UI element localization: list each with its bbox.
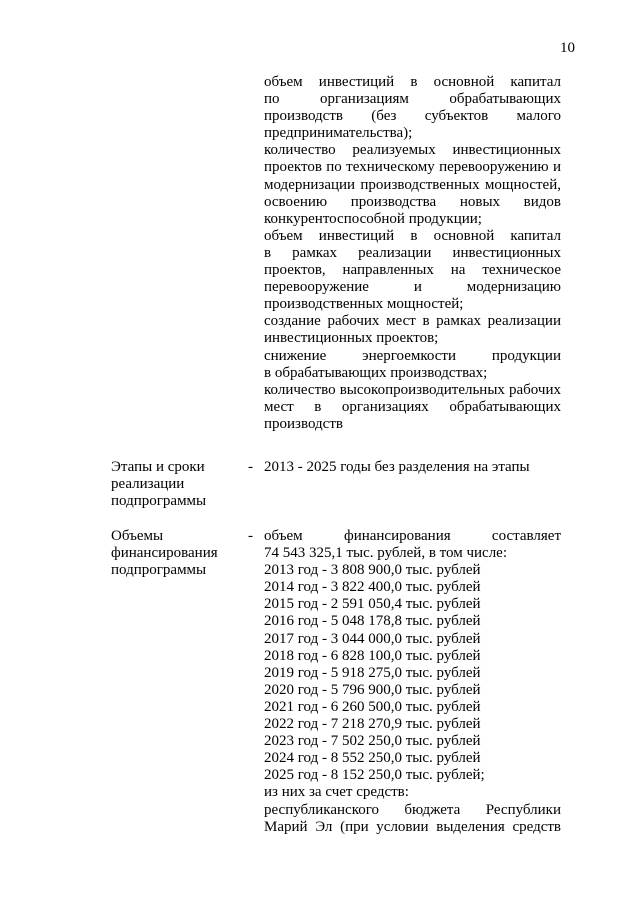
indicator-line: объем инвестиций в основной капитал xyxy=(264,74,561,90)
indicator-line: модернизации производственных мощностей, xyxy=(264,176,561,193)
page-number: 10 xyxy=(560,40,575,56)
funding-line: 2023 год - 7 502 250,0 тыс. рублей xyxy=(264,733,481,750)
indicator-line: производств xyxy=(264,415,343,432)
funding-line: из них за счет средств: xyxy=(264,784,409,801)
label-line: Этапы и сроки xyxy=(111,459,205,475)
indicator-line: создание рабочих мест в рамках реализации xyxy=(264,313,561,330)
funding-dash: - xyxy=(248,528,253,544)
indicator-line: перевооружение и модернизацию xyxy=(264,279,561,296)
stages-label xyxy=(111,459,251,510)
funding-line: 2016 год - 5 048 178,8 тыс. рублей xyxy=(264,613,481,630)
indicator-line: в обрабатывающих производствах; xyxy=(264,364,488,381)
funding-text xyxy=(264,528,561,836)
indicator-line: освоению производства новых видов xyxy=(264,193,561,210)
indicator-line: по организациям обрабатывающих xyxy=(264,91,561,108)
funding-line: Марий Эл (при условии выделения средств xyxy=(264,818,561,835)
indicator-line: снижение энергоемкости продукции xyxy=(264,347,561,364)
label-line: финансирования xyxy=(111,545,218,562)
funding-line: 2021 год - 6 260 500,0 тыс. рублей xyxy=(264,698,481,715)
indicator-line: в рамках реализации инвестиционных xyxy=(264,244,561,261)
funding-line: 2019 год - 5 918 275,0 тыс. рублей xyxy=(264,664,481,681)
label-line: подпрограммы xyxy=(111,493,207,510)
funding-line: 2013 год - 3 808 900,0 тыс. рублей xyxy=(264,562,481,579)
funding-line: 2022 год - 7 218 270,9 тыс. рублей xyxy=(264,716,481,733)
funding-line: 2024 год - 8 552 250,0 тыс. рублей xyxy=(264,750,481,767)
funding-line: объем финансирования составляет xyxy=(264,528,561,544)
label-line: Объемы xyxy=(111,528,164,544)
indicator-line: производственных мощностей; xyxy=(264,296,464,313)
funding-label xyxy=(111,528,251,579)
label-line: подпрограммы xyxy=(111,562,207,579)
indicator-line: инвестиционных проектов; xyxy=(264,330,439,347)
indicator-line: производств (без субъектов малого xyxy=(264,108,561,125)
label-line: реализации xyxy=(111,476,185,493)
funding-line: республиканского бюджета Республики xyxy=(264,801,561,818)
funding-line: 2018 год - 6 828 100,0 тыс. рублей xyxy=(264,647,481,664)
indicators-text xyxy=(264,74,561,433)
funding-line: 2017 год - 3 044 000,0 тыс. рублей xyxy=(264,630,481,647)
indicator-line: проектов, направленных на техническое xyxy=(264,262,561,279)
indicator-line: объем инвестиций в основной капитал xyxy=(264,227,561,244)
stages-value: 2013 - 2025 годы без разделения на этапы xyxy=(264,459,530,475)
funding-line: 74 543 325,1 тыс. рублей, в том числе: xyxy=(264,545,508,562)
indicator-line: проектов по техническому перевооружению и xyxy=(264,159,561,176)
funding-line: 2014 год - 3 822 400,0 тыс. рублей xyxy=(264,579,481,596)
indicator-line: количество реализуемых инвестиционных xyxy=(264,142,561,159)
funding-line: 2025 год - 8 152 250,0 тыс. рублей; xyxy=(264,767,485,784)
indicator-line: конкурентоспособной продукции; xyxy=(264,210,482,227)
indicator-line: предпринимательства); xyxy=(264,125,413,142)
indicator-line: мест в организациях обрабатывающих xyxy=(264,398,561,415)
stages-dash: - xyxy=(248,459,253,475)
funding-line: 2015 год - 2 591 050,4 тыс. рублей xyxy=(264,596,481,613)
indicator-line: количество высокопроизводительных рабочих xyxy=(264,381,561,398)
funding-line: 2020 год - 5 796 900,0 тыс. рублей xyxy=(264,681,481,698)
